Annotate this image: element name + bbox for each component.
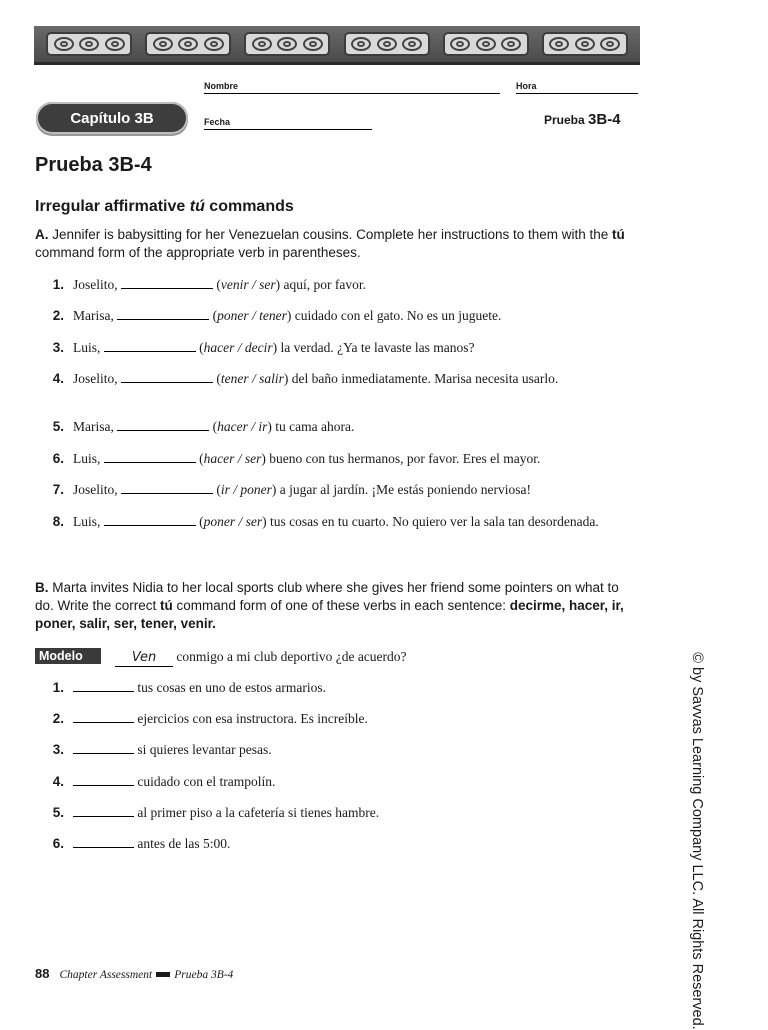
instruction-bold: tú bbox=[160, 598, 173, 613]
section-letter: B. bbox=[35, 580, 49, 595]
item-number: 8. bbox=[52, 514, 64, 529]
verb-choices: venir / ser bbox=[220, 277, 276, 292]
answer-blank[interactable] bbox=[104, 339, 196, 352]
verb-choices: hacer / ser bbox=[203, 451, 262, 466]
page-number: 88 bbox=[35, 966, 50, 981]
footer-divider bbox=[156, 972, 170, 977]
subtitle-text: commands bbox=[204, 198, 294, 215]
banner-tile bbox=[145, 32, 231, 56]
banner-tile bbox=[344, 32, 430, 56]
footer-right: Prueba 3B-4 bbox=[174, 969, 234, 981]
decorative-banner bbox=[34, 26, 640, 62]
list-item bbox=[48, 773, 638, 790]
modelo-text: conmigo a mi club deportivo ¿de acuerdo? bbox=[173, 649, 407, 664]
list-item bbox=[48, 679, 638, 696]
hora-field[interactable] bbox=[516, 93, 638, 94]
item-name: Joselito, bbox=[73, 482, 118, 497]
nombre-field[interactable] bbox=[204, 93, 500, 94]
item-name: Joselito, bbox=[73, 371, 118, 386]
answer-blank[interactable] bbox=[121, 370, 213, 383]
page-footer bbox=[35, 966, 233, 981]
hora-label: Hora bbox=[516, 81, 537, 91]
modelo-answer: Ven bbox=[115, 649, 173, 667]
list-item: 6. Luis, (hacer / ser) bueno con tus hermanos, por favor. Eres el mayor. bbox=[48, 450, 638, 467]
item-number: 6. bbox=[52, 836, 64, 851]
instruction-text: Jennifer is babysitting for her Venezuelan cousins. Complete her instructions to them with the bbox=[48, 227, 613, 242]
list-item: 8. Luis, (poner / ser) tus cosas en tu cuarto. No quiero ver la sala tan desordenada. bbox=[48, 513, 638, 530]
subtitle-emphasis: tú bbox=[189, 198, 205, 215]
subtitle-text: Irregular affirmative bbox=[35, 198, 190, 215]
instruction-text: Marta invites Nidia to her local sports club where she gives her friend some pointers on what to do. Write the correct bbox=[35, 580, 619, 613]
item-text: si quieres levantar pesas. bbox=[134, 742, 272, 757]
list-item: 1. Joselito, (venir / ser) aquí, por favor. bbox=[48, 276, 638, 293]
list-item: 3. Luis, (hacer / decir) la verdad. ¿Ya te lavaste las manos? bbox=[48, 339, 638, 356]
banner-tile bbox=[46, 32, 132, 56]
list-item bbox=[48, 741, 638, 758]
verb-choices: poner / ser bbox=[203, 514, 263, 529]
item-text: al primer piso a la cafetería si tienes hambre. bbox=[134, 805, 380, 820]
item-text: ejercicios con esa instructora. Es increíble. bbox=[134, 711, 368, 726]
item-number: 5. bbox=[52, 805, 64, 820]
prueba-prefix: Prueba bbox=[544, 113, 585, 127]
item-text: bueno con tus hermanos, por favor. Eres el mayor. bbox=[265, 451, 541, 466]
modelo-sentence bbox=[115, 648, 635, 667]
item-text: cuidado con el trampolín. bbox=[134, 774, 276, 789]
fecha-label: Fecha bbox=[204, 117, 231, 127]
chapter-badge: Capítulo 3B bbox=[36, 102, 188, 134]
verb-list: decirme, hacer, ir, poner, salir, ser, tener, venir. bbox=[35, 598, 624, 631]
prueba-tag bbox=[544, 111, 621, 128]
answer-blank[interactable] bbox=[117, 307, 209, 320]
copyright-text: © by Savvas Learning Company LLC. All Rights Reserved. bbox=[689, 652, 705, 1030]
verb-choices: hacer / ir bbox=[217, 419, 268, 434]
answer-blank[interactable] bbox=[121, 481, 213, 494]
item-number: 2. bbox=[52, 711, 64, 726]
instruction-text: command form of one of these verbs in each sentence: bbox=[172, 598, 510, 613]
item-number: 3. bbox=[52, 340, 64, 355]
answer-blank[interactable] bbox=[121, 276, 213, 289]
item-name: Joselito, bbox=[73, 277, 118, 292]
list-item bbox=[48, 710, 638, 727]
instruction-bold: tú bbox=[612, 227, 625, 242]
item-number: 4. bbox=[52, 371, 64, 386]
answer-blank[interactable] bbox=[117, 418, 209, 431]
banner-tile bbox=[542, 32, 628, 56]
item-text: a jugar al jardín. ¡Me estás poniendo nerviosa! bbox=[276, 482, 531, 497]
verb-choices: tener / salir bbox=[220, 371, 284, 386]
answer-blank[interactable] bbox=[73, 679, 134, 692]
item-number: 2. bbox=[52, 308, 64, 323]
answer-blank[interactable] bbox=[104, 450, 196, 463]
item-text: la verdad. ¿Ya te lavaste las manos? bbox=[277, 340, 475, 355]
verb-choices: hacer / decir bbox=[203, 340, 273, 355]
answer-blank[interactable] bbox=[73, 835, 134, 848]
footer-left: Chapter Assessment bbox=[59, 969, 153, 981]
section-letter: A. bbox=[35, 227, 49, 242]
answer-blank[interactable] bbox=[73, 804, 134, 817]
list-item: 2. Marisa, (poner / tener) cuidado con el gato. No es un juguete. bbox=[48, 307, 638, 324]
item-name: Luis, bbox=[73, 451, 101, 466]
nombre-label: Nombre bbox=[204, 81, 239, 91]
prueba-code: 3B-4 bbox=[588, 111, 621, 128]
item-name: Marisa, bbox=[73, 308, 114, 323]
verb-choices: poner / tener bbox=[217, 308, 287, 323]
item-number: 5. bbox=[52, 419, 64, 434]
item-text: tu cama ahora. bbox=[271, 419, 355, 434]
list-item: 7. Joselito, (ir / poner) a jugar al jardín. ¡Me estás poniendo nerviosa! bbox=[48, 481, 638, 498]
item-number: 1. bbox=[52, 680, 64, 695]
item-number: 7. bbox=[52, 482, 64, 497]
banner-tile bbox=[244, 32, 330, 56]
item-text: cuidado con el gato. No es un juguete. bbox=[291, 308, 502, 323]
answer-blank[interactable] bbox=[73, 741, 134, 754]
instruction-text: command form of the appropriate verb in parentheses. bbox=[35, 245, 361, 260]
section-a-subtitle bbox=[35, 198, 294, 216]
item-number: 1. bbox=[52, 277, 64, 292]
item-name: Luis, bbox=[73, 340, 101, 355]
answer-blank[interactable] bbox=[73, 710, 134, 723]
section-a-instructions bbox=[35, 226, 639, 262]
answer-blank[interactable] bbox=[104, 513, 196, 526]
answer-blank[interactable] bbox=[73, 773, 134, 786]
item-number: 3. bbox=[52, 742, 64, 757]
fecha-field[interactable] bbox=[204, 129, 372, 130]
verb-choices: ir / poner bbox=[220, 482, 272, 497]
list-item bbox=[48, 835, 638, 852]
list-item: 4. Joselito, (tener / salir) del baño inmediatamente. Marisa necesita usarlo. bbox=[48, 370, 638, 387]
page-title: Prueba 3B-4 bbox=[35, 154, 152, 176]
item-text: del baño inmediatamente. Marisa necesita usarlo. bbox=[288, 371, 559, 386]
item-name: Luis, bbox=[73, 514, 101, 529]
modelo-label: Modelo bbox=[35, 648, 101, 664]
item-text: antes de las 5:00. bbox=[134, 836, 231, 851]
item-text: aquí, por favor. bbox=[280, 277, 366, 292]
item-text: tus cosas en uno de estos armarios. bbox=[134, 680, 326, 695]
list-item: 5. Marisa, (hacer / ir) tu cama ahora. bbox=[48, 418, 638, 435]
item-name: Marisa, bbox=[73, 419, 114, 434]
item-number: 4. bbox=[52, 774, 64, 789]
banner-tile bbox=[443, 32, 529, 56]
list-item bbox=[48, 804, 638, 821]
item-number: 6. bbox=[52, 451, 64, 466]
item-text: tus cosas en tu cuarto. No quiero ver la sala tan desordenada. bbox=[266, 514, 599, 529]
section-b-instructions bbox=[35, 579, 639, 633]
